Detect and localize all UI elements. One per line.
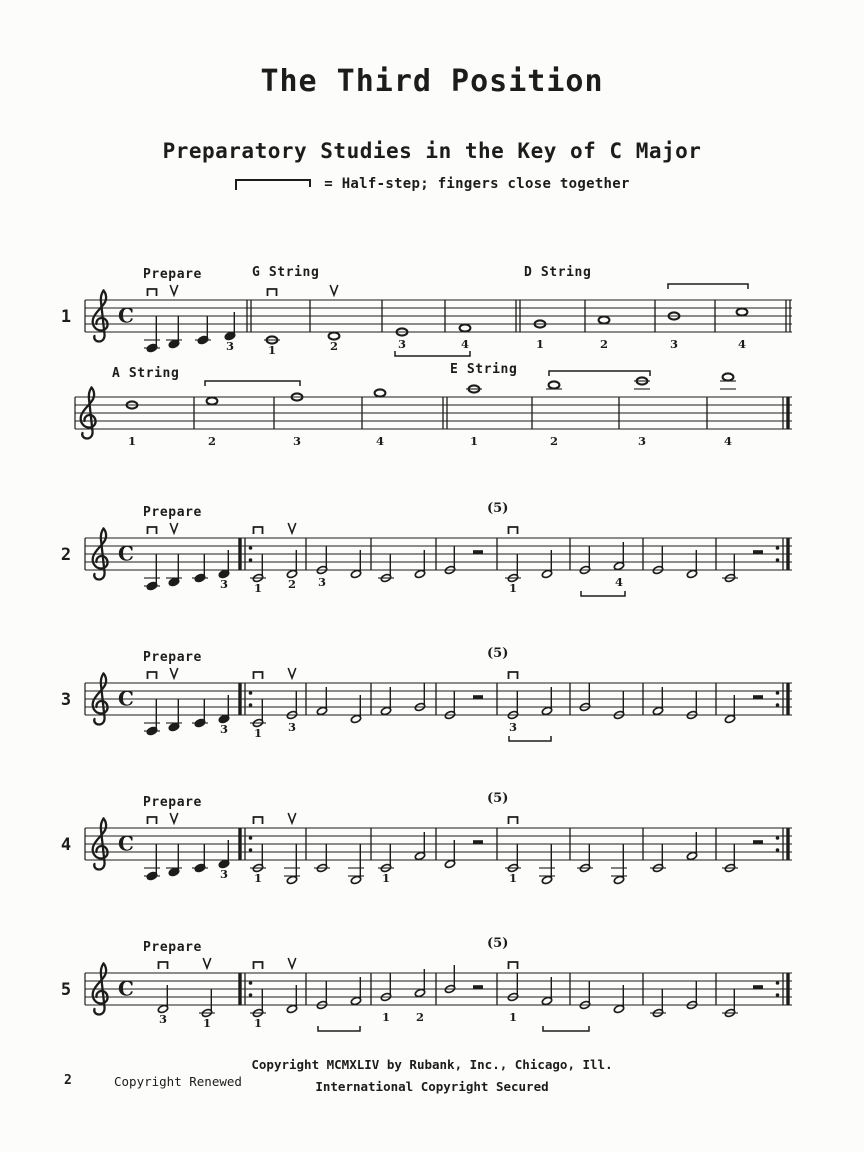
svg-text:(5): (5) (487, 501, 509, 516)
svg-text:1: 1 (202, 1016, 212, 1030)
svg-text:4: 4 (460, 337, 470, 351)
copyright-line-1: Copyright MCMXLIV by Rubank, Inc., Chicago, Ill. (251, 1057, 613, 1072)
svg-text:3: 3 (397, 337, 407, 351)
svg-text:C: C (118, 976, 134, 1001)
system-5 (61, 936, 792, 1031)
svg-text:1: 1 (267, 343, 277, 357)
svg-text:4: 4 (614, 575, 624, 589)
svg-text:3: 3 (158, 1012, 168, 1026)
system-3 (61, 646, 792, 741)
svg-text:3: 3 (317, 575, 327, 589)
svg-text:2: 2 (329, 339, 339, 353)
svg-text:Prepare: Prepare (143, 650, 202, 665)
svg-text:1: 1 (253, 1016, 263, 1030)
svg-text:1: 1 (508, 581, 518, 595)
svg-text:3: 3 (637, 434, 647, 448)
svg-text:3: 3 (219, 867, 229, 881)
page-number: 2 (64, 1073, 72, 1088)
copyright-renewed: Copyright Renewed (114, 1074, 242, 1089)
svg-text:(5): (5) (487, 936, 509, 951)
svg-text:E String: E String (450, 362, 518, 377)
svg-text:1: 1 (381, 871, 391, 885)
system-1b (75, 362, 792, 448)
svg-text:2: 2 (287, 577, 297, 591)
svg-text:4: 4 (737, 337, 747, 351)
system-4 (61, 791, 792, 885)
svg-text:3: 3 (508, 720, 518, 734)
svg-text:1: 1 (253, 871, 263, 885)
svg-text:G String: G String (252, 265, 320, 280)
svg-text:1: 1 (60, 307, 72, 327)
svg-text:2: 2 (207, 434, 217, 448)
svg-text:3: 3 (225, 339, 235, 353)
svg-text:4: 4 (60, 835, 72, 855)
svg-text:1: 1 (127, 434, 137, 448)
svg-text:3: 3 (287, 720, 297, 734)
svg-text:(5): (5) (487, 646, 509, 661)
svg-text:(5): (5) (487, 791, 509, 806)
svg-text:C: C (118, 686, 134, 711)
svg-text:1: 1 (253, 581, 263, 595)
svg-text:1: 1 (469, 434, 479, 448)
svg-text:3: 3 (219, 722, 229, 736)
page-title: The Third Position (260, 64, 604, 99)
svg-text:3: 3 (60, 690, 72, 710)
svg-text:3: 3 (669, 337, 679, 351)
svg-text:Prepare: Prepare (143, 940, 202, 955)
system-1a (61, 265, 792, 357)
svg-text:1: 1 (381, 1010, 391, 1024)
svg-text:4: 4 (723, 434, 733, 448)
svg-text:Prepare: Prepare (143, 505, 202, 520)
system-2 (61, 501, 792, 596)
svg-text:D String: D String (524, 265, 592, 280)
svg-text:1: 1 (253, 726, 263, 740)
svg-text:A String: A String (112, 366, 180, 381)
svg-text:2: 2 (599, 337, 609, 351)
svg-text:Prepare: Prepare (143, 795, 202, 810)
svg-text:3: 3 (219, 577, 229, 591)
svg-text:1: 1 (508, 1010, 518, 1024)
svg-text:2: 2 (415, 1010, 425, 1024)
svg-text:C: C (118, 303, 134, 328)
svg-text:4: 4 (375, 434, 385, 448)
svg-text:C: C (118, 831, 134, 856)
svg-text:C: C (118, 541, 134, 566)
svg-text:1: 1 (535, 337, 545, 351)
svg-text:2: 2 (60, 545, 72, 565)
svg-text:5: 5 (60, 980, 72, 1000)
legend-text: = Half-step; fingers close together (324, 176, 630, 192)
copyright-line-2: International Copyright Secured (315, 1079, 549, 1094)
page-subtitle: Preparatory Studies in the Key of C Major (162, 139, 702, 163)
svg-text:Prepare: Prepare (143, 267, 202, 282)
svg-text:3: 3 (292, 434, 302, 448)
svg-text:1: 1 (508, 871, 518, 885)
svg-text:2: 2 (549, 434, 559, 448)
